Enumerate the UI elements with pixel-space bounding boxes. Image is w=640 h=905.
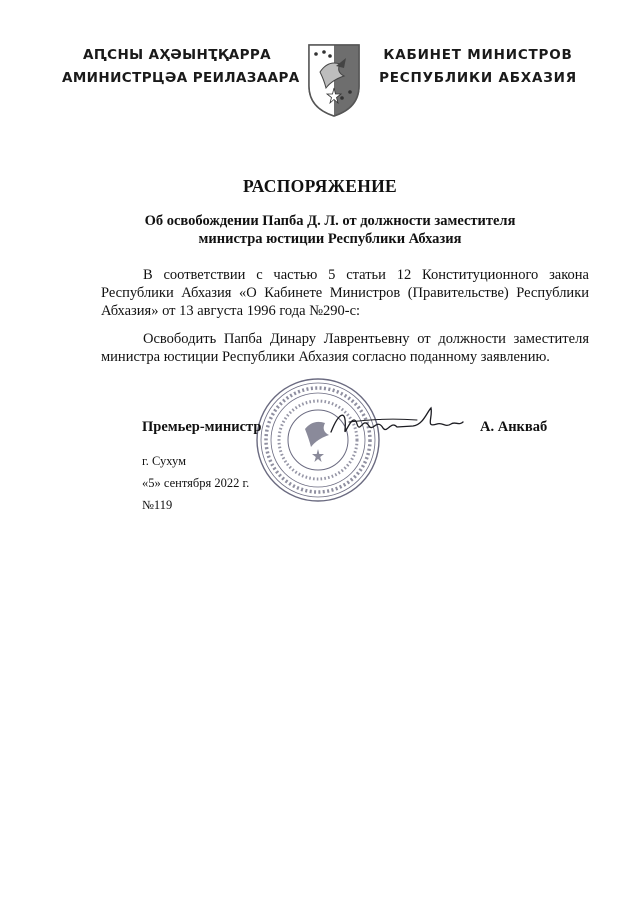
signatory-name: А. Анкваб	[480, 419, 548, 435]
document-number: №119	[142, 498, 173, 512]
header-right-title	[378, 44, 578, 90]
document-subject	[100, 212, 560, 248]
abkhazia-coat-of-arms-icon	[306, 42, 362, 118]
header-left-title	[62, 44, 300, 90]
header-right-line2: РЕСПУБЛИКИ АБХАЗИЯ	[379, 70, 577, 86]
header-right-line1: КАБИНЕТ МИНИСТРОВ	[383, 47, 573, 63]
header-left-line2: АМИНИСТРЦӘА РЕИЛАЗААРА	[62, 70, 300, 86]
paragraph-order: Освободить Папба Динару Лаврентьевну от должности заместителя министра юстиции Республики Абхазия согласно поданному заявлению.	[101, 331, 589, 365]
document-date: «5» сентября 2022 г.	[142, 476, 250, 490]
signatory-role: Премьер-министр	[142, 419, 262, 435]
document-type: РАСПОРЯЖЕНИЕ	[242, 176, 397, 196]
paragraph-basis: В соответствии с частью 5 статьи 12 Конституционного закона Республики Абхазия «О Кабинете Министров (Правительстве) Республики Абхазия» от 13 августа 1996 года №290-с:	[101, 267, 589, 319]
handwritten-signature-icon	[327, 402, 465, 442]
document-subject-line2: министра юстиции Республики Абхазия	[198, 231, 462, 247]
header-left-line1: АԤСНЫ АҲӘЫНҬҚАРРА	[82, 47, 272, 63]
document-place: г. Сухум	[142, 454, 187, 468]
document-subject-line1: Об освобождении Папба Д. Л. от должности заместителя	[144, 213, 516, 229]
